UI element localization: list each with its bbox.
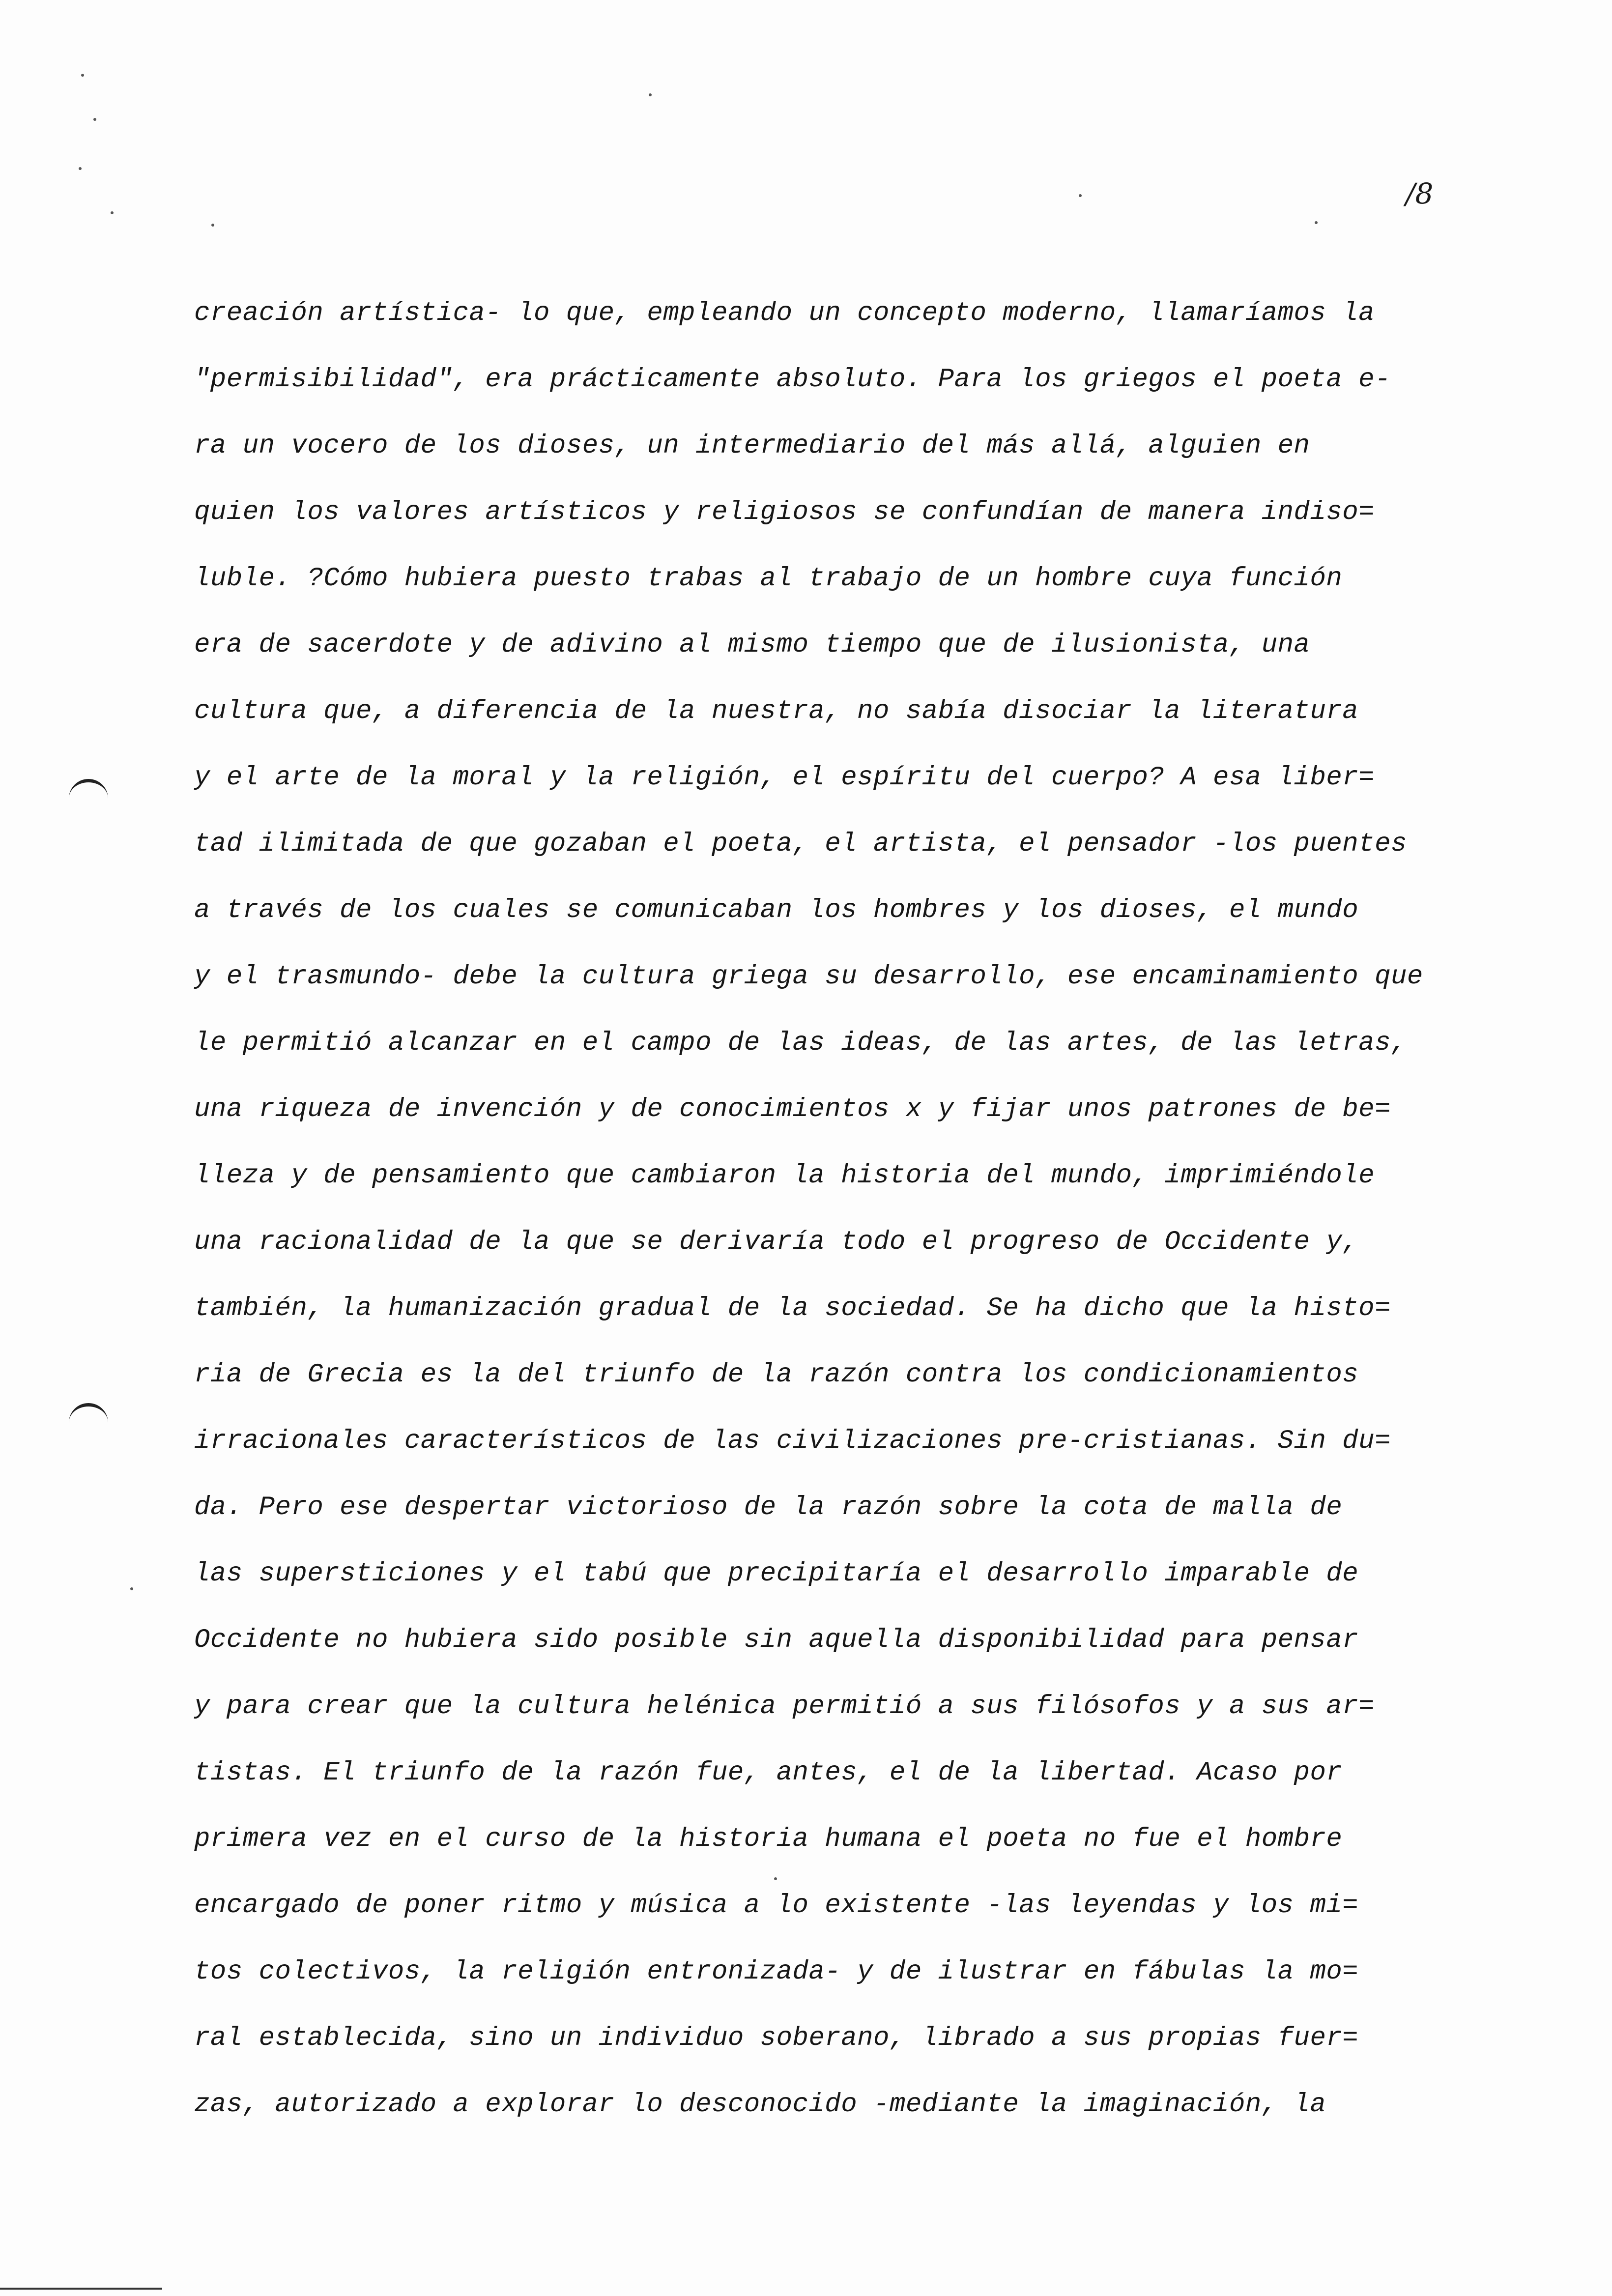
page-number: /8 xyxy=(1406,177,1434,210)
scan-speck xyxy=(211,224,214,227)
text-line: ral establecida, sino un individuo soberano, librado a sus propias fuer= xyxy=(194,2023,1359,2053)
text-line: y el arte de la moral y la religión, el espíritu del cuerpo? A esa liber= xyxy=(194,763,1375,793)
text-line: le permitió alcanzar en el campo de las ideas, de las artes, de las letras, xyxy=(194,1028,1407,1058)
scan-speck xyxy=(93,118,96,121)
text-line: y el trasmundo- debe la cultura griega su desarrollo, ese encaminamiento que xyxy=(194,962,1423,992)
text-line: cultura que, a diferencia de la nuestra, no sabía disociar la literatura xyxy=(194,696,1359,726)
text-line: las supersticiones y el tabú que precipitaría el desarrollo imparable de xyxy=(194,1559,1359,1589)
text-line: ra un vocero de los dioses, un intermediario del más allá, alguien en xyxy=(194,431,1310,461)
scan-speck xyxy=(111,211,114,214)
scan-speck xyxy=(81,74,84,77)
text-line: era de sacerdote y de adivino al mismo tiempo que de ilusionista, una xyxy=(194,630,1310,660)
text-line: tos colectivos, la religión entronizada- y de ilustrar en fábulas la mo= xyxy=(194,1957,1359,1987)
text-line: una riqueza de invención y de conocimientos x y fijar unos patrones de be= xyxy=(194,1094,1391,1124)
text-line: zas, autorizado a explorar lo desconocido -mediante la imaginación, la xyxy=(194,2090,1326,2120)
text-line: quien los valores artísticos y religiosos se confundían de manera indiso= xyxy=(194,497,1375,527)
margin-binder-mark xyxy=(69,1403,108,1426)
scan-speck xyxy=(649,93,652,96)
text-line: Occidente no hubiera sido posible sin aquella disponibilidad para pensar xyxy=(194,1625,1359,1655)
text-line: ria de Grecia es la del triunfo de la razón contra los condicionamientos xyxy=(194,1360,1359,1390)
bottom-rule xyxy=(0,2288,162,2290)
scan-speck xyxy=(79,167,82,170)
text-line: da. Pero ese despertar victorioso de la razón sobre la cota de malla de xyxy=(194,1492,1343,1522)
text-line: tad ilimitada de que gozaban el poeta, el artista, el pensador -los puentes xyxy=(194,829,1407,859)
text-line: tistas. El triunfo de la razón fue, antes, el de la libertad. Acaso por xyxy=(194,1758,1343,1788)
text-line: una racionalidad de la que se derivaría todo el progreso de Occidente y, xyxy=(194,1227,1359,1257)
text-line: también, la humanización gradual de la sociedad. Se ha dicho que la histo= xyxy=(194,1293,1391,1323)
text-line: lleza y de pensamiento que cambiaron la historia del mundo, imprimiéndole xyxy=(194,1161,1375,1191)
text-line: irracionales característicos de las civilizaciones pre-cristianas. Sin du= xyxy=(194,1426,1391,1456)
margin-binder-mark xyxy=(69,779,108,802)
text-line: encargado de poner ritmo y música a lo existente -las leyendas y los mi= xyxy=(194,1891,1359,1921)
body-text xyxy=(194,280,1492,2138)
text-line: a través de los cuales se comunicaban los hombres y los dioses, el mundo xyxy=(194,895,1359,925)
text-line: creación artística- lo que, empleando un concepto moderno, llamaríamos la xyxy=(194,298,1375,328)
text-line: primera vez en el curso de la historia humana el poeta no fue el hombre xyxy=(194,1824,1343,1854)
scan-speck xyxy=(1079,194,1082,197)
text-line: "permisibilidad", era prácticamente absoluto. Para los griegos el poeta e- xyxy=(194,365,1391,395)
scan-speck xyxy=(130,1587,133,1590)
scan-speck xyxy=(1315,221,1318,224)
text-line: y para crear que la cultura helénica permitió a sus filósofos y a sus ar= xyxy=(194,1692,1375,1722)
scan-speck xyxy=(774,1877,777,1880)
text-line: luble. ?Cómo hubiera puesto trabas al trabajo de un hombre cuya función xyxy=(194,564,1343,594)
